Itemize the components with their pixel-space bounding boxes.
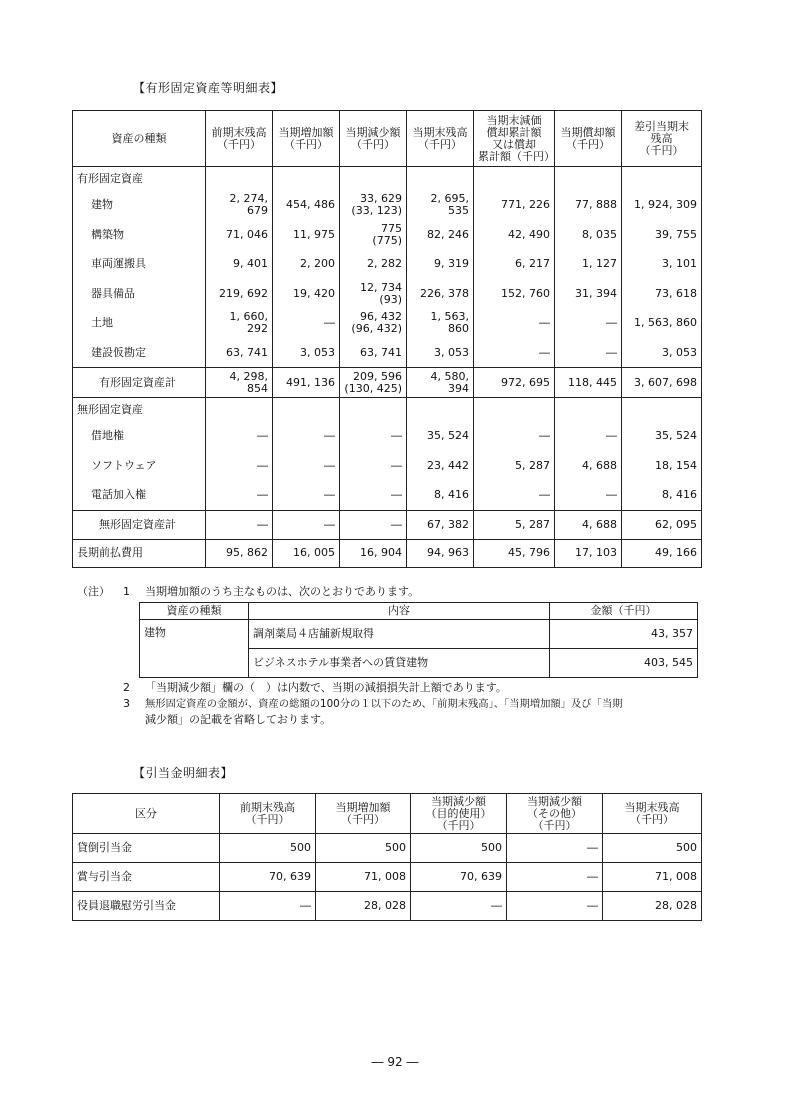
value-cell: ― (273, 451, 340, 481)
value-cell: 63, 741 (340, 338, 407, 368)
value-cell: 62, 095 (622, 510, 702, 539)
value-cell: 500 (316, 834, 411, 863)
empty-cell (206, 167, 273, 191)
note-number-3: 3 (123, 697, 130, 710)
table-row (73, 250, 702, 280)
value-cell: 219, 692 (206, 279, 273, 309)
row-label: 長期前払費用 (73, 539, 206, 567)
section-label: 有形固定資産 (73, 167, 206, 191)
value-cell: ― (474, 422, 555, 452)
empty-cell (206, 398, 273, 422)
reserve-col-header-1: 前期末残高 （千円） (220, 794, 316, 834)
value-cell: 9, 401 (206, 250, 273, 280)
value-cell: 71, 008 (316, 863, 411, 892)
empty-cell (340, 167, 407, 191)
value-cell: 4, 298, 854 (206, 368, 273, 398)
value-cell: ― (555, 422, 622, 452)
inner-amount-1: 43, 357 (550, 620, 698, 649)
value-cell: 16, 904 (340, 539, 407, 567)
reserve-schedule-table (72, 793, 702, 921)
value-cell: 152, 760 (474, 279, 555, 309)
value-cell: 4, 580, 394 (407, 368, 474, 398)
reserve-col-header-2: 当期増加額 （千円） (316, 794, 411, 834)
empty-cell (407, 167, 474, 191)
notes-label: （注） (77, 585, 110, 598)
value-cell: 16, 005 (273, 539, 340, 567)
asset-col-header-6: 当期償却額 （千円） (555, 111, 622, 167)
value-cell: 8, 035 (555, 220, 622, 250)
value-cell: ― (340, 422, 407, 452)
asset-schedule-table (72, 110, 702, 568)
table-row (73, 368, 702, 398)
reserve-col-header-4: 当期減少額 （その他） （千円） (507, 794, 603, 834)
value-cell: 35, 524 (622, 422, 702, 452)
reserve-col-header-5: 当期末残高 （千円） (603, 794, 702, 834)
asset-col-header-1: 前期末残高 （千円） (206, 111, 273, 167)
value-cell: 2, 282 (340, 250, 407, 280)
value-cell: ― (340, 510, 407, 539)
asset-col-header-3: 当期減少額 （千円） (340, 111, 407, 167)
note-text-3a: 無形固定資産の金額が、資産の総額の100分の１以下のため、「前期末残高」、「当期増加額」及び「当期 (145, 698, 623, 710)
value-cell: ― (555, 481, 622, 511)
row-label: 賞与引当金 (73, 863, 220, 892)
asset-col-header-2: 当期増加額 （千円） (273, 111, 340, 167)
value-cell: 23, 442 (407, 451, 474, 481)
value-cell: 94, 963 (407, 539, 474, 567)
value-cell: 2, 200 (273, 250, 340, 280)
row-label: 器具備品 (73, 279, 206, 309)
value-cell: 775 (775) (340, 220, 407, 250)
row-label: 借地権 (73, 422, 206, 452)
value-cell: 118, 445 (555, 368, 622, 398)
value-cell: 6, 217 (474, 250, 555, 280)
row-label: 車両運搬具 (73, 250, 206, 280)
empty-cell (555, 398, 622, 422)
value-cell: 226, 378 (407, 279, 474, 309)
inner-header-content: 内容 (249, 603, 550, 620)
value-cell: 77, 888 (555, 191, 622, 221)
value-cell: 491, 136 (273, 368, 340, 398)
value-cell: 70, 639 (220, 863, 316, 892)
asset-col-header-0: 資産の種類 (73, 111, 206, 167)
row-label: 建物 (73, 191, 206, 221)
value-cell: 3, 053 (622, 338, 702, 368)
table-row (73, 892, 702, 921)
value-cell: ― (273, 481, 340, 511)
increase-detail-table (139, 602, 698, 678)
table-row (73, 338, 702, 368)
inner-asset-type: 建物 (140, 620, 249, 678)
reserve-col-header-3: 当期減少額 （目的使用） （千円） (411, 794, 507, 834)
value-cell: 209, 596 (130, 425) (340, 368, 407, 398)
value-cell: ― (206, 422, 273, 452)
value-cell: ― (273, 422, 340, 452)
row-label: ソフトウェア (73, 451, 206, 481)
value-cell: 1, 563, 860 (407, 309, 474, 339)
asset-table-title: 【有形固定資産等明細表】 (133, 81, 284, 95)
value-cell: 71, 008 (603, 863, 702, 892)
table-row (73, 309, 702, 339)
value-cell: 500 (220, 834, 316, 863)
value-cell: 5, 287 (474, 510, 555, 539)
row-label: 役員退職慰労引当金 (73, 892, 220, 921)
value-cell: ― (273, 510, 340, 539)
value-cell: 4, 688 (555, 451, 622, 481)
value-cell: ― (555, 309, 622, 339)
value-cell: 71, 046 (206, 220, 273, 250)
row-label: 貸倒引当金 (73, 834, 220, 863)
value-cell: 2, 695, 535 (407, 191, 474, 221)
note-number-1: 1 (123, 585, 130, 598)
value-cell: 28, 028 (316, 892, 411, 921)
value-cell: ― (507, 863, 603, 892)
value-cell: ― (273, 309, 340, 339)
value-cell: 12, 734 (93) (340, 279, 407, 309)
value-cell: 11, 975 (273, 220, 340, 250)
value-cell: ― (474, 338, 555, 368)
value-cell: 5, 287 (474, 451, 555, 481)
inner-header-amount: 金額（千円） (550, 603, 698, 620)
value-cell: 42, 490 (474, 220, 555, 250)
value-cell: ― (555, 338, 622, 368)
value-cell: 35, 524 (407, 422, 474, 452)
value-cell: 8, 416 (407, 481, 474, 511)
value-cell: 33, 629 (33, 123) (340, 191, 407, 221)
value-cell: ― (411, 892, 507, 921)
intangible-section-row (73, 398, 702, 422)
value-cell: 1, 924, 309 (622, 191, 702, 221)
value-cell: 454, 486 (273, 191, 340, 221)
empty-cell (407, 398, 474, 422)
empty-cell (622, 167, 702, 191)
value-cell: 2, 274, 679 (206, 191, 273, 221)
value-cell: ― (474, 309, 555, 339)
value-cell: ― (507, 892, 603, 921)
row-label: 土地 (73, 309, 206, 339)
value-cell: ― (340, 481, 407, 511)
value-cell: 18, 154 (622, 451, 702, 481)
value-cell: 1, 127 (555, 250, 622, 280)
table-row (73, 510, 702, 539)
tangible-section-row (73, 167, 702, 191)
asset-col-header-4: 当期末残高 （千円） (407, 111, 474, 167)
value-cell: 500 (603, 834, 702, 863)
value-cell: 972, 695 (474, 368, 555, 398)
value-cell: 19, 420 (273, 279, 340, 309)
empty-cell (622, 398, 702, 422)
row-label: 有形固定資産計 (73, 368, 206, 398)
note-number-2: 2 (123, 681, 130, 694)
table-row (73, 539, 702, 567)
value-cell: 17, 103 (555, 539, 622, 567)
note-text-1: 当期増加額のうち主なものは、次のとおりであります。 (145, 585, 420, 598)
table-row (73, 863, 702, 892)
value-cell: 8, 416 (622, 481, 702, 511)
table-row (73, 834, 702, 863)
empty-cell (273, 398, 340, 422)
value-cell: 500 (411, 834, 507, 863)
inner-content-1: 調剤薬局４店舗新規取得 (249, 620, 550, 649)
value-cell: 45, 796 (474, 539, 555, 567)
asset-col-header-7: 差引当期末 残高 （千円） (622, 111, 702, 167)
row-label: 電話加入権 (73, 481, 206, 511)
asset-header-row (73, 111, 702, 167)
value-cell: 73, 618 (622, 279, 702, 309)
inner-amount-2: 403, 545 (550, 649, 698, 678)
reserve-col-header-0: 区分 (73, 794, 220, 834)
table-row (73, 422, 702, 452)
table-row (73, 451, 702, 481)
value-cell: 95, 862 (206, 539, 273, 567)
value-cell: 39, 755 (622, 220, 702, 250)
table-row (73, 220, 702, 250)
reserve-table-title: 【引当金明細表】 (133, 766, 234, 780)
note-text-3b: 減少額」の記載を省略しております。 (145, 713, 332, 726)
value-cell: 771, 226 (474, 191, 555, 221)
value-cell: 4, 688 (555, 510, 622, 539)
value-cell: ― (507, 834, 603, 863)
value-cell: 49, 166 (622, 539, 702, 567)
empty-cell (340, 398, 407, 422)
value-cell: ― (206, 510, 273, 539)
value-cell: 3, 101 (622, 250, 702, 280)
empty-cell (474, 167, 555, 191)
value-cell: 67, 382 (407, 510, 474, 539)
value-cell: 1, 563, 860 (622, 309, 702, 339)
table-row (73, 481, 702, 511)
empty-cell (273, 167, 340, 191)
empty-cell (555, 167, 622, 191)
value-cell: ― (220, 892, 316, 921)
value-cell: 1, 660, 292 (206, 309, 273, 339)
value-cell: 63, 741 (206, 338, 273, 368)
value-cell: 82, 246 (407, 220, 474, 250)
value-cell: 3, 053 (407, 338, 474, 368)
note-text-2: 「当期減少額」欄の（ ）は内数で、当期の減損損失計上額であります。 (145, 681, 507, 694)
value-cell: ― (206, 481, 273, 511)
inner-content-2: ビジネスホテル事業者への賃貸建物 (249, 649, 550, 678)
page-number: ― 92 ― (371, 1055, 419, 1069)
asset-col-header-5: 当期末減価 償却累計額 又は償却 累計額（千円） (474, 111, 555, 167)
row-label: 建設仮勘定 (73, 338, 206, 368)
inner-header-asset: 資産の種類 (140, 603, 249, 620)
value-cell: 9, 319 (407, 250, 474, 280)
row-label: 無形固定資産計 (73, 510, 206, 539)
empty-cell (474, 398, 555, 422)
section-label: 無形固定資産 (73, 398, 206, 422)
value-cell: ― (340, 451, 407, 481)
value-cell: 3, 607, 698 (622, 368, 702, 398)
notes-block (77, 584, 717, 600)
notes-block-2 (77, 680, 717, 728)
table-row (73, 191, 702, 221)
reserve-header-row (73, 794, 702, 834)
value-cell: 31, 394 (555, 279, 622, 309)
row-label: 構築物 (73, 220, 206, 250)
value-cell: 3, 053 (273, 338, 340, 368)
value-cell: 70, 639 (411, 863, 507, 892)
value-cell: ― (206, 451, 273, 481)
value-cell: ― (474, 481, 555, 511)
table-row (73, 279, 702, 309)
value-cell: 28, 028 (603, 892, 702, 921)
value-cell: 96, 432 (96, 432) (340, 309, 407, 339)
